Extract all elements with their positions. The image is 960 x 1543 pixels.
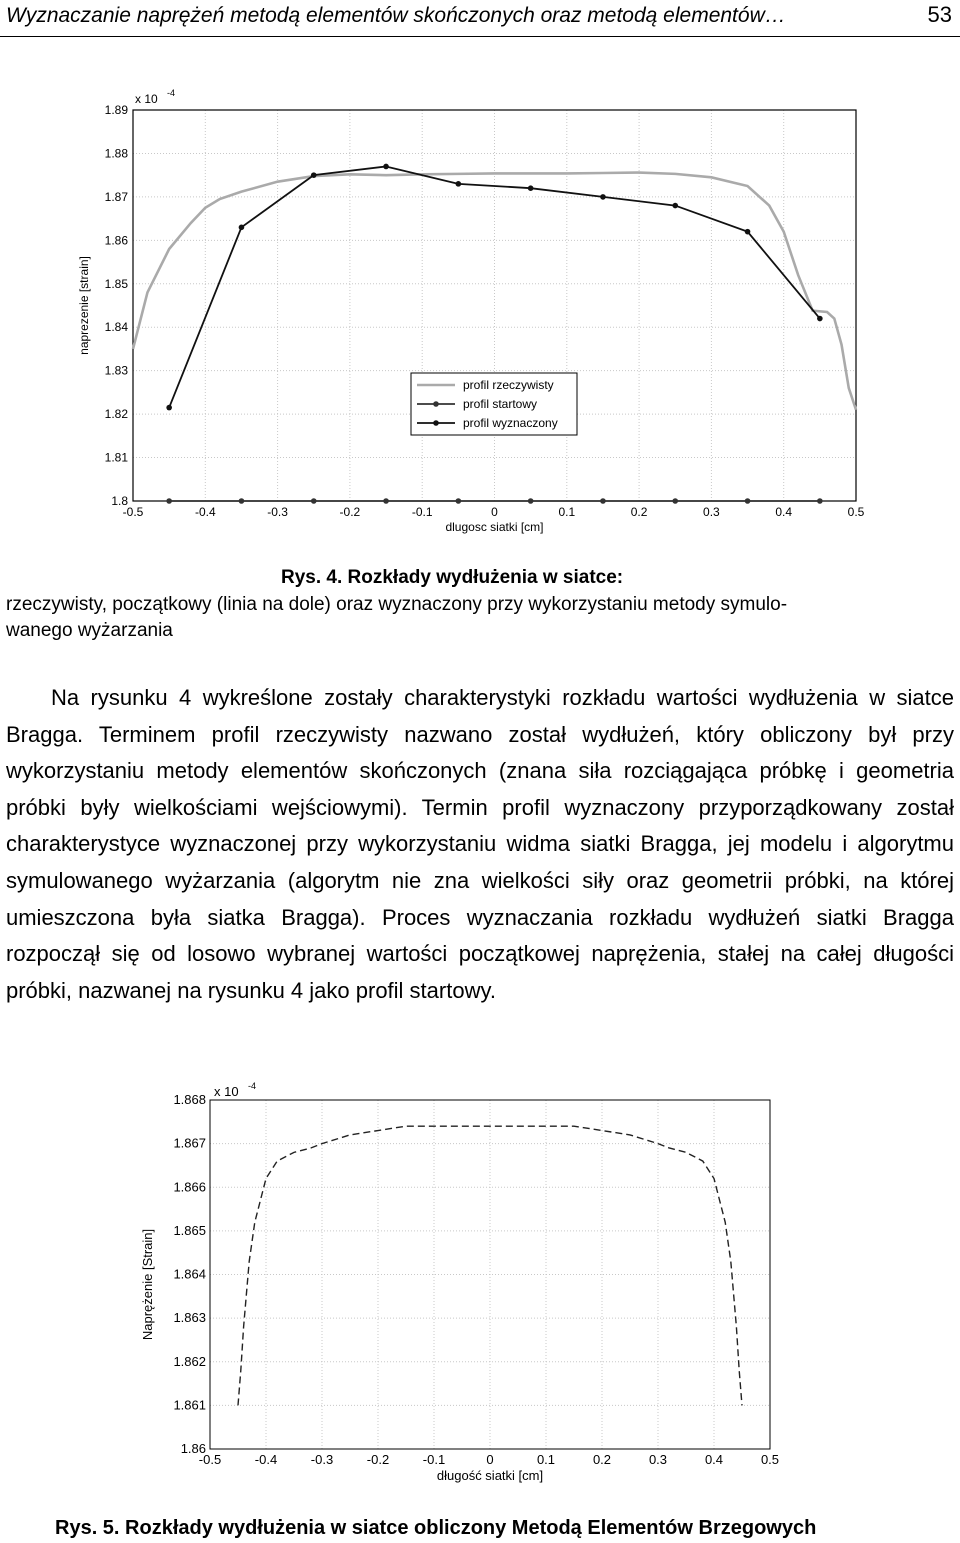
y-tick-label: 1.87: [104, 189, 128, 204]
y-tick-label: 1.86: [104, 233, 128, 248]
y-tick-label: 1.82: [104, 407, 128, 422]
x-tick-label: -0.4: [254, 1452, 278, 1467]
data-point: [239, 225, 245, 231]
x-tick-label: -0.1: [422, 1452, 446, 1467]
data-point: [383, 498, 389, 504]
body-paragraph: Na rysunku 4 wykreślone zostały charakterystyki rozkładu wartości wydłużenia w siatce Bragga. Terminem profil rzeczywisty nazwano został wydłużeń, który obliczony był przy wykorzystaniu metody elementów skończonych (znana siła rozciągająca próbkę i geometria próbki były wielkościami wejściowymi). Termin profil wyznaczony przyporządkowany został charakterystyce wyznaczonej przy wykorzystaniu widma siatki Bragga, jej modelu i algorytmu symulowanego wyżarzania (algorytm nie zna wielkości siły oraz geometrii próbki, na której umieszczona była siatka Bragga). Proces wyznaczania rozkładu wydłużeń siatki Bragga rozpoczął się od losowo wybranej wartości początkowej naprężenia, stałej na całej długości próbki, nazwanej na rysunku 4 jako profil startowy.: [6, 685, 954, 1003]
legend-label: profil startowy: [463, 397, 538, 411]
y-tick-label: 1.83: [104, 363, 128, 378]
page-header: [0, 0, 960, 37]
y-tick-label: 1.86: [180, 1441, 206, 1456]
data-point: [528, 185, 534, 191]
figure-5-caption: Rys. 5. Rozkłady wydłużenia w siatce obliczony Metodą Elementów Brzegowych: [55, 1517, 817, 1539]
x-tick-label: 0.2: [592, 1452, 612, 1467]
y-tick-label: 1.866: [173, 1179, 206, 1195]
running-title: Wyznaczanie naprężeń metodą elementów skończonych oraz metodą elementów…: [6, 4, 786, 27]
x-axis-label: dlugosc siatki [cm]: [445, 520, 544, 534]
x-tick-label: 0: [491, 505, 498, 519]
data-point: [528, 498, 534, 504]
exponent-label: x 10: [135, 92, 158, 106]
exponent-power: -4: [248, 1081, 257, 1091]
y-tick-label: 1.863: [173, 1310, 206, 1326]
x-tick-label: -0.2: [366, 1452, 390, 1467]
x-tick-label: -0.5: [198, 1452, 222, 1467]
x-tick-label: 0.3: [648, 1452, 668, 1467]
y-tick-label: 1.867: [173, 1135, 206, 1151]
x-tick-label: 0: [486, 1452, 494, 1467]
x-tick-label: -0.3: [310, 1452, 334, 1467]
figure-4-caption-title: Rys. 4. Rozkłady wydłużenia w siatce:: [281, 567, 624, 588]
y-tick-label: 1.868: [173, 1092, 206, 1107]
data-point: [600, 498, 606, 504]
legend-marker: [433, 401, 439, 407]
x-tick-label: -0.4: [194, 505, 216, 519]
data-point: [817, 316, 823, 322]
x-tick-label: 0.5: [760, 1452, 780, 1467]
x-tick-label: -0.2: [339, 505, 361, 519]
y-tick-label: 1.84: [104, 320, 128, 335]
y-tick-label: 1.8: [111, 494, 128, 508]
x-tick-label: -0.3: [267, 505, 288, 519]
y-axis-label: naprezenie [strain]: [77, 256, 91, 355]
data-point: [672, 498, 678, 504]
x-tick-label: 0.2: [630, 505, 648, 519]
page-number: 53: [927, 2, 952, 27]
data-point: [311, 498, 317, 504]
figure-4-chart: [60, 85, 880, 535]
x-tick-label: -0.1: [411, 505, 433, 519]
y-tick-label: 1.861: [173, 1397, 206, 1413]
data-point: [745, 498, 751, 504]
data-point: [745, 229, 751, 235]
legend-label: profil rzeczywisty: [463, 378, 554, 392]
figure-4-caption-line3: wanego wyżarzania: [6, 620, 173, 641]
data-point: [166, 498, 172, 504]
data-point: [311, 172, 317, 178]
data-point: [456, 181, 462, 187]
data-point: [817, 498, 823, 504]
x-tick-label: 0.1: [536, 1452, 556, 1467]
y-tick-label: 1.864: [173, 1266, 206, 1282]
data-point: [239, 498, 245, 504]
data-point: [456, 498, 462, 504]
x-tick-label: 0.4: [704, 1452, 724, 1467]
y-tick-label: 1.89: [104, 103, 128, 117]
exponent-label: x 10: [214, 1084, 239, 1099]
data-point: [672, 203, 678, 209]
data-point: [166, 405, 172, 411]
exponent-power: -4: [167, 88, 176, 98]
y-tick-label: 1.88: [104, 146, 128, 161]
y-axis-label: Naprężenie [Strain]: [140, 1228, 155, 1341]
x-axis-label: długość siatki [cm]: [436, 1468, 544, 1483]
legend-marker: [433, 420, 439, 426]
x-tick-label: -0.5: [122, 505, 144, 519]
figure-4-caption-line2: rzeczywisty, początkowy (linia na dole) oraz wyznaczony przy wykorzystaniu metody symulo-: [6, 594, 788, 615]
y-tick-label: 1.862: [173, 1353, 206, 1369]
x-tick-label: 0.3: [703, 505, 720, 519]
figure-5-chart: [130, 1075, 810, 1495]
data-point: [383, 164, 389, 170]
y-tick-label: 1.81: [104, 450, 128, 465]
x-tick-label: 0.1: [558, 505, 576, 519]
y-tick-label: 1.85: [104, 276, 128, 291]
x-tick-label: 0.5: [847, 505, 865, 519]
x-tick-label: 0.4: [775, 505, 793, 519]
legend-label: profil wyznaczony: [463, 416, 558, 430]
data-point: [600, 194, 606, 200]
y-tick-label: 1.865: [173, 1222, 206, 1238]
